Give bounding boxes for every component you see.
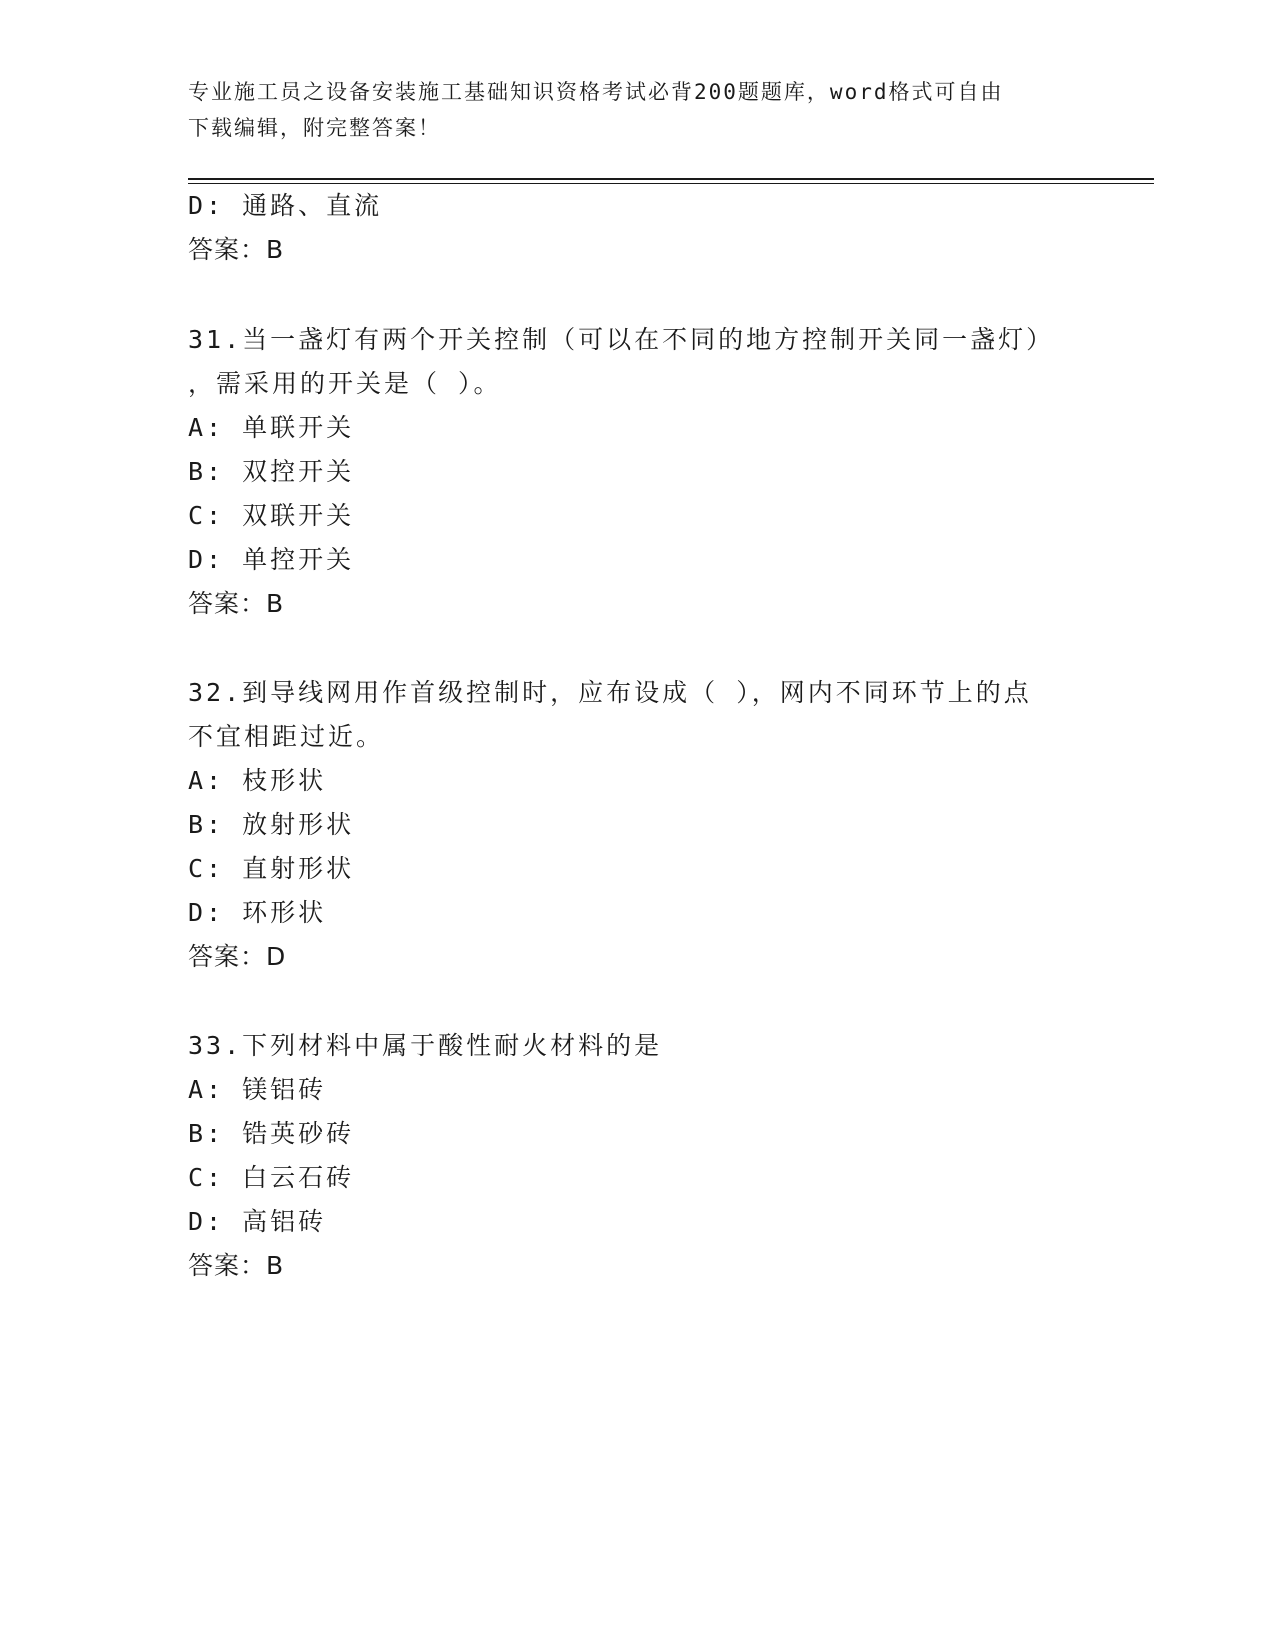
q32-option-c: C: 直射形状: [188, 854, 355, 883]
q31-option-c: C: 双联开关: [188, 501, 355, 530]
q33-answer: 答案：B: [188, 1251, 285, 1280]
q32-stem-line2: 不宜相距过近。: [188, 722, 385, 751]
document-header: [188, 74, 1088, 146]
header-title-line1: 专业施工员之设备安装施工基础知识资格考试必背200题题库，word格式可自由: [188, 80, 1004, 104]
q32-option-b: B: 放射形状: [188, 810, 355, 839]
q31-option-a: A: 单联开关: [188, 413, 355, 442]
q33-stem-line1: 33.下列材料中属于酸性耐火材料的是: [188, 1031, 663, 1060]
q31-stem-line1: 31.当一盏灯有两个开关控制（可以在不同的地方控制开关同一盏灯）: [188, 325, 1055, 354]
q31-option-b: B: 双控开关: [188, 457, 355, 486]
q32-option-d: D: 环形状: [188, 898, 327, 927]
header-divider-thick: [188, 178, 1154, 180]
prev-answer: 答案：B: [188, 235, 285, 264]
q33-option-d: D: 高铝砖: [188, 1207, 327, 1236]
header-divider-thin: [188, 183, 1154, 184]
q31-option-d: D: 单控开关: [188, 545, 355, 574]
prev-option-d: D: 通路、直流: [188, 191, 383, 220]
q33-option-b: B: 锆英砂砖: [188, 1119, 355, 1148]
q32-option-a: A: 枝形状: [188, 766, 327, 795]
q31-answer: 答案：B: [188, 589, 285, 618]
q33-option-a: A: 镁铝砖: [188, 1075, 327, 1104]
q31-stem-line2: ，需采用的开关是（ ）。: [188, 369, 502, 398]
header-title-line2: 下载编辑，附完整答案！: [188, 116, 441, 140]
q32-answer: 答案：D: [188, 942, 287, 971]
q32-stem-line1: 32.到导线网用作首级控制时，应布设成（ ），网内不同环节上的点: [188, 678, 1032, 707]
q33-option-c: C: 白云石砖: [188, 1163, 355, 1192]
